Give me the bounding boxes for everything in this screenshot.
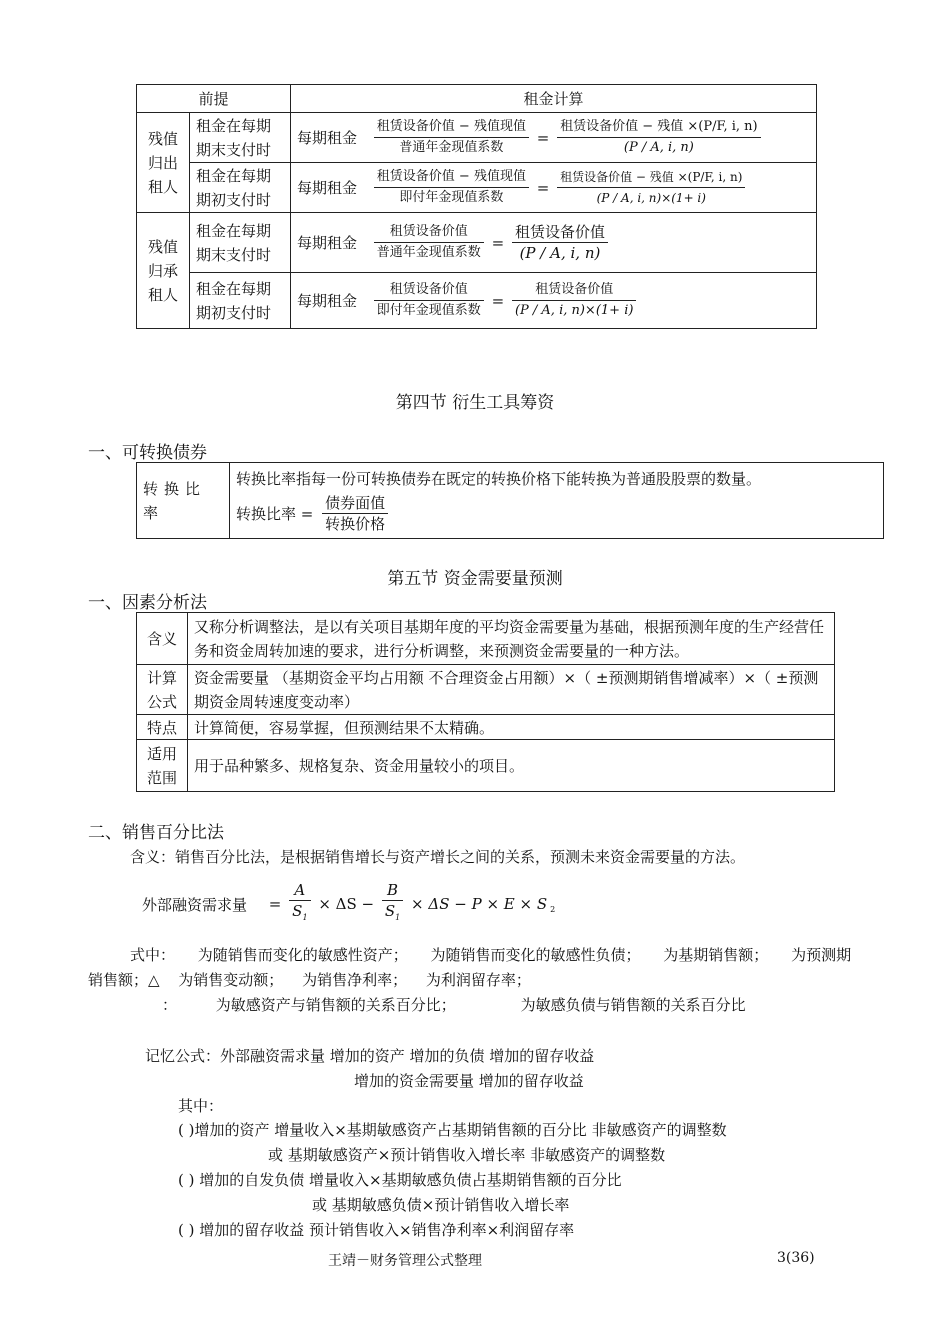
conversion-ratio-table <box>136 462 884 539</box>
variables-line-2: 销售额；△ 为销售变动额； 为销售净利率； 为利润留存率； <box>88 971 531 989</box>
fraction: $\frac{\text{债券面值}}{\text{转换价格}}$ <box>322 493 388 534</box>
fraction: $\frac{\text{租赁设备价值}}{\text{普通年金现值系数}}$ <box>374 222 484 263</box>
header-rent-calc: 租金计算 <box>291 85 817 113</box>
row-key: 计算公式 <box>137 665 188 715</box>
page-number: 3(36) <box>777 1250 815 1266</box>
fraction: $\frac{\text{租赁设备价值 − 残值 ×(P/F, i, n)}}{(P / A, i, n)\times(1+ i)}$ <box>557 167 745 208</box>
row-value: 用于品种繁多、规格复杂、资金用量较小的项目。 <box>188 740 835 792</box>
fraction: $\frac{\text{租赁设备价值 − 残值现值}}{\text{即付年金现值系数}}$ <box>374 167 529 208</box>
variables-line-3 <box>162 994 746 1015</box>
formula-cell: 每期租金 $\frac{\text{租赁设备价值 − 残值现值}}{\text{即付年金现值系数}}$ = $\frac{\text{租赁设备价值 − 残值 ×(P/F, i, n)}}{(P / A, i, n)\times(1+ i)}$ <box>291 163 817 213</box>
external-financing-formula: 外部融资需求量 = $\frac{A}{S_1}$ × ΔS − $\frac{B}{S_1}$ × ΔS − P × E × S $_2$ <box>142 880 555 930</box>
conversion-ratio-body <box>230 463 884 539</box>
formula-lhs: 每期租金 <box>297 292 358 310</box>
fraction: $\frac{\text{租赁设备价值}}{(P / A, i, n)}$ <box>512 222 608 263</box>
memo-liabilities-alt: 或 基期敏感负债×预计销售收入增长率 <box>312 1196 570 1214</box>
cond-cell: 租金在每期期初支付时 <box>190 163 291 213</box>
section5-title: 第五节 资金需要量预测 <box>387 569 563 589</box>
factor-analysis-heading: 一、因素分析法 <box>88 593 207 613</box>
group-label-lessee: 残值归承租人 <box>137 213 190 329</box>
row-key: 适用范围 <box>137 740 188 792</box>
memo-retained: ( ) 增加的留存收益 预计销售收入×销售净利率×利润留存率 <box>178 1221 575 1239</box>
sales-percent-meaning: 含义：销售百分比法，是根据销售增长与资产增长之间的关系，预测未来资金需要量的方法。 <box>130 848 746 866</box>
vars-colon: ： <box>162 996 178 1014</box>
lease-rent-table <box>136 84 817 329</box>
memo-liabilities: ( ) 增加的自发负债 增量收入×基期敏感负债占基期销售额的百分比 <box>178 1171 622 1189</box>
conversion-ratio-label: 转换比率 <box>137 463 230 539</box>
fraction: $\frac{\text{租赁设备价值}}{(P / A, i, n)\times(1+ i)}$ <box>512 280 636 321</box>
variables-line-1: 式中： 为随销售而变化的敏感性资产； 为随销售而变化的敏感性负债； 为基期销售额； 为预测期 <box>130 946 852 964</box>
fraction: $\frac{\text{租赁设备价值 − 残值现值}}{\text{普通年金现值系数}}$ <box>374 117 529 158</box>
formula-cell: 每期租金 $\frac{\text{租赁设备价值}}{\text{即付年金现值系数}}$ = $\frac{\text{租赁设备价值}}{(P / A, i, n)\times(1+ i)}$ <box>291 273 817 329</box>
row-value: 又称分析调整法，是以有关项目基期年度的平均资金需要量为基础，根据预测年度的生产经营任务和资金周转加速的要求，进行分析调整，来预测资金需要量的一种方法。 <box>188 613 835 665</box>
group-label-lessor: 残值归出租人 <box>137 113 190 213</box>
memo-formula: 记忆公式：外部融资需求量 增加的资产 增加的负债 增加的留存收益 <box>145 1047 595 1065</box>
formula-cell: 每期租金 $\frac{\text{租赁设备价值 − 残值现值}}{\text{普通年金现值系数}}$ = $\frac{\text{租赁设备价值 − 残值 ×(P/F, i, n)}}{(P / A, i, n)}$ <box>291 113 817 163</box>
header-premise: 前提 <box>137 85 291 113</box>
formula-lhs: 每期租金 <box>297 179 358 197</box>
vars-asset-pct: 为敏感资产与销售额的关系百分比； <box>215 996 456 1014</box>
fraction: $\frac{\text{租赁设备价值}}{\text{即付年金现值系数}}$ <box>374 280 484 321</box>
memo-assets: ( )增加的资产 增量收入×基期敏感资产占基期销售额的百分比 非敏感资产的调整数 <box>178 1121 727 1139</box>
fraction-b-s1: $\frac{B}{S_1}$ <box>382 880 403 928</box>
row-value: 资金需要量 （基期资金平均占用额 不合理资金占用额）×（ ±预测期销售增减率）×（ ±预测期资金周转速度变动率） <box>188 665 835 715</box>
row-key: 特点 <box>137 715 188 740</box>
footer-author: 王靖－财务管理公式整理 <box>328 1253 482 1269</box>
fraction: $\frac{\text{租赁设备价值 − 残值 ×(P/F, i, n)}}{(P / A, i, n)}$ <box>557 117 761 158</box>
formula-tail: × ΔS − P × E × S <box>411 895 548 913</box>
memo-where: 其中： <box>178 1097 224 1115</box>
formula-lhs: 每期租金 <box>297 129 358 147</box>
cond-cell: 租金在每期期末支付时 <box>190 213 291 273</box>
formula-lhs: 外部融资需求量 <box>142 895 248 914</box>
vars-liab-pct: 为敏感负债与销售额的关系百分比 <box>520 996 746 1014</box>
row-value: 计算简便，容易掌握，但预测结果不太精确。 <box>188 715 835 740</box>
section4-title: 第四节 衍生工具筹资 <box>395 393 555 413</box>
cond-cell: 租金在每期期初支付时 <box>190 273 291 329</box>
sales-percent-heading: 二、销售百分比法 <box>88 823 224 843</box>
cond-cell: 租金在每期期末支付时 <box>190 113 291 163</box>
memo-formula-2: 增加的资金需要量 增加的留存收益 <box>354 1072 584 1090</box>
memo-assets-alt: 或 基期敏感资产×预计销售收入增长率 非敏感资产的调整数 <box>268 1146 666 1164</box>
row-key: 含义 <box>137 613 188 665</box>
factor-analysis-table <box>136 612 835 792</box>
formula-lhs: 每期租金 <box>297 234 358 252</box>
conversion-ratio-lhs: 转换比率 = <box>236 505 314 523</box>
fraction-a-s1: $\frac{A}{S_1}$ <box>289 880 310 928</box>
formula-cell: 每期租金 $\frac{\text{租赁设备价值}}{\text{普通年金现值系数}}$ = $\frac{\text{租赁设备价值}}{(P / A, i, n)}$ <box>291 213 817 273</box>
section4-heading: 一、可转换债券 <box>88 443 207 463</box>
conversion-ratio-desc: 转换比率指每一份可转换债券在既定的转换价格下能转换为普通股股票的数量。 <box>236 470 762 488</box>
